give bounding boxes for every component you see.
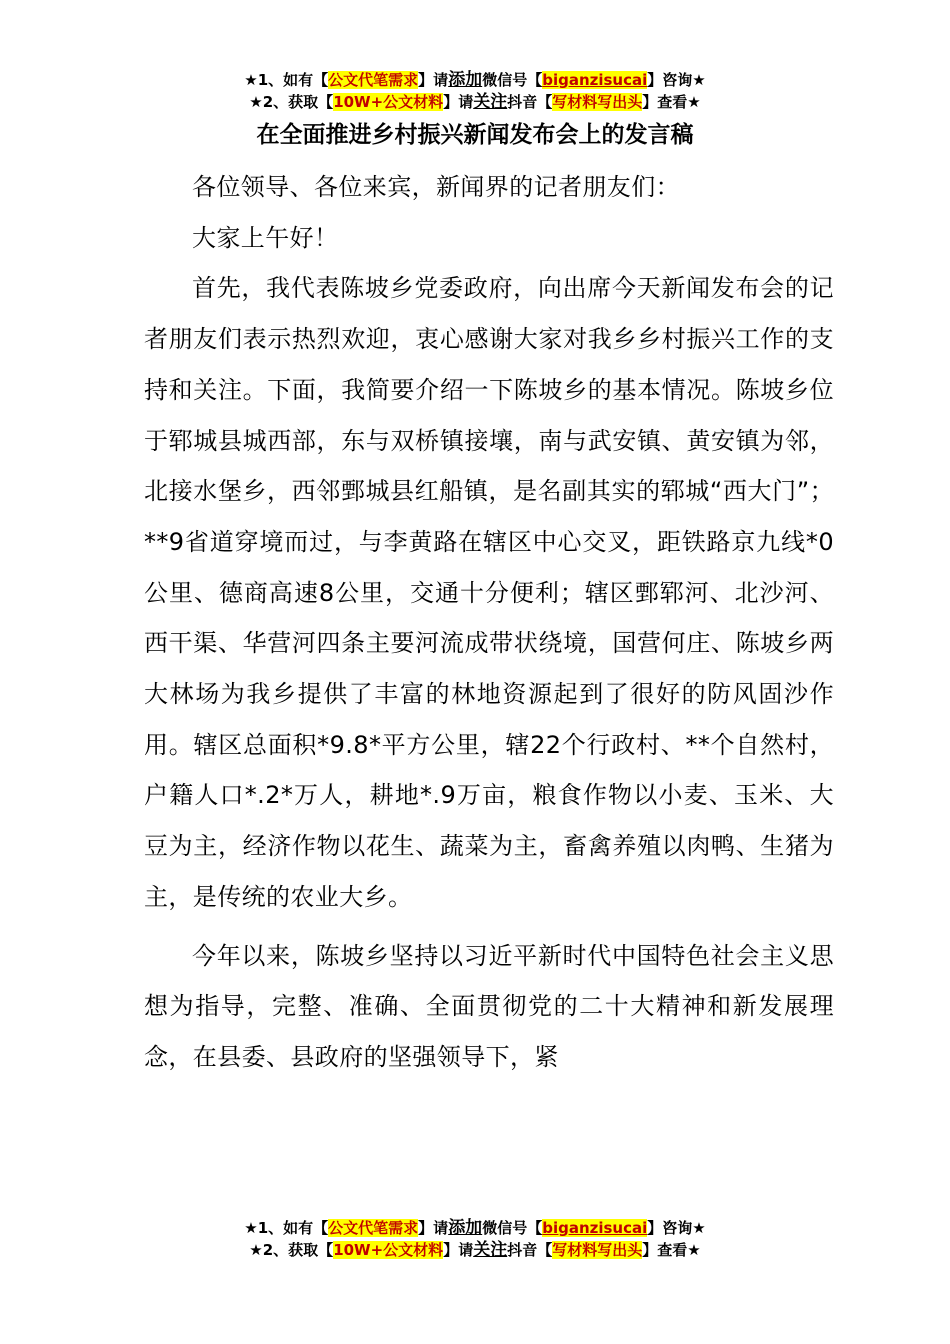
paragraph-progress: 今年以来，陈坡乡坚持以习近平新时代中国特色社会主义思想为指导，完整、准确、全面贯彻党的二十大精神和新发展理念，在县委、县政府的坚强领导下，紧 bbox=[144, 941, 834, 1071]
promo-text: 】咨询★ bbox=[647, 71, 706, 89]
promo-line-2 bbox=[0, 92, 950, 114]
promo-line-2 bbox=[0, 1240, 950, 1262]
salutation: 各位领导、各位来宾，新闻界的记者朋友们： bbox=[192, 173, 680, 201]
promo-text: 】查看★ bbox=[642, 1241, 701, 1259]
promo-highlight-service: 公文代笔需求 bbox=[328, 1219, 419, 1237]
promo-emphasis: 添加 bbox=[448, 1218, 483, 1238]
promo-highlight-materials: 10W+公文材料 bbox=[333, 93, 444, 111]
promo-text: ★2、获取【 bbox=[249, 1241, 334, 1259]
promo-header bbox=[0, 70, 950, 114]
promo-text: 抖音【 bbox=[507, 1241, 553, 1259]
promo-emphasis: 添加 bbox=[448, 70, 483, 90]
promo-line-1 bbox=[0, 1218, 950, 1240]
promo-text: 】请 bbox=[443, 93, 474, 111]
promo-text: 】请 bbox=[418, 1219, 449, 1237]
promo-text: ★1、如有【 bbox=[244, 71, 329, 89]
promo-wechat-id[interactable]: biganzisucai bbox=[542, 71, 648, 89]
promo-text: 抖音【 bbox=[507, 93, 553, 111]
promo-emphasis: 关注 bbox=[473, 1240, 508, 1260]
promo-text: 】咨询★ bbox=[647, 1219, 706, 1237]
paragraph-intro: 首先，我代表陈坡乡党委政府，向出席今天新闻发布会的记者朋友们表示热烈欢迎，衷心感谢大家对我乡乡村振兴工作的支持和关注。下面，我简要介绍一下陈坡乡的基本情况。陈坡乡位于郓城县城西部，东与双桥镇接壤，南与武安镇、黄安镇为邻，北接水堡乡，西邻鄄城县红船镇，是名副其实的郓城“西大门”；**9省道穿境而过，与李黄路在辖区中心交叉，距铁路京九线*0公里、德商高速8公里，交通十分便利；辖区鄄郓河、北沙河、西干渠、华营河四条主要河流成带状绕境，国营何庄、陈坡乡两大林场为我乡提供了丰富的林地资源起到了很好的防风固沙作用。辖区总面积*9.8*平方公里，辖22个行政村、**个自然村，户籍人口*.2*万人，耕地*.9万亩，粮食作物以小麦、玉米、大豆为主，经济作物以花生、蔬菜为主，畜禽养殖以肉鸭、生猪为主，是传统的农业大乡。 bbox=[144, 274, 834, 911]
promo-emphasis: 关注 bbox=[473, 92, 508, 112]
promo-text: ★1、如有【 bbox=[244, 1219, 329, 1237]
promo-text: 微信号【 bbox=[482, 1219, 543, 1237]
promo-line-1 bbox=[0, 70, 950, 92]
greeting: 大家上午好！ bbox=[192, 223, 339, 252]
promo-highlight-materials: 10W+公文材料 bbox=[333, 1241, 444, 1259]
promo-highlight-service: 公文代笔需求 bbox=[328, 71, 419, 89]
promo-wechat-id[interactable]: biganzisucai bbox=[542, 1219, 648, 1237]
promo-text: 】查看★ bbox=[642, 93, 701, 111]
promo-text: 】请 bbox=[418, 71, 449, 89]
promo-text: 微信号【 bbox=[482, 71, 543, 89]
document-title: 在全面推进乡村振兴新闻发布会上的发言稿 bbox=[256, 122, 694, 148]
promo-footer bbox=[0, 1218, 950, 1262]
promo-douyin-account: 写材料写出头 bbox=[552, 1241, 643, 1259]
promo-text: 】请 bbox=[443, 1241, 474, 1259]
document-body bbox=[144, 162, 834, 1083]
promo-text: ★2、获取【 bbox=[249, 93, 334, 111]
promo-douyin-account: 写材料写出头 bbox=[552, 93, 643, 111]
